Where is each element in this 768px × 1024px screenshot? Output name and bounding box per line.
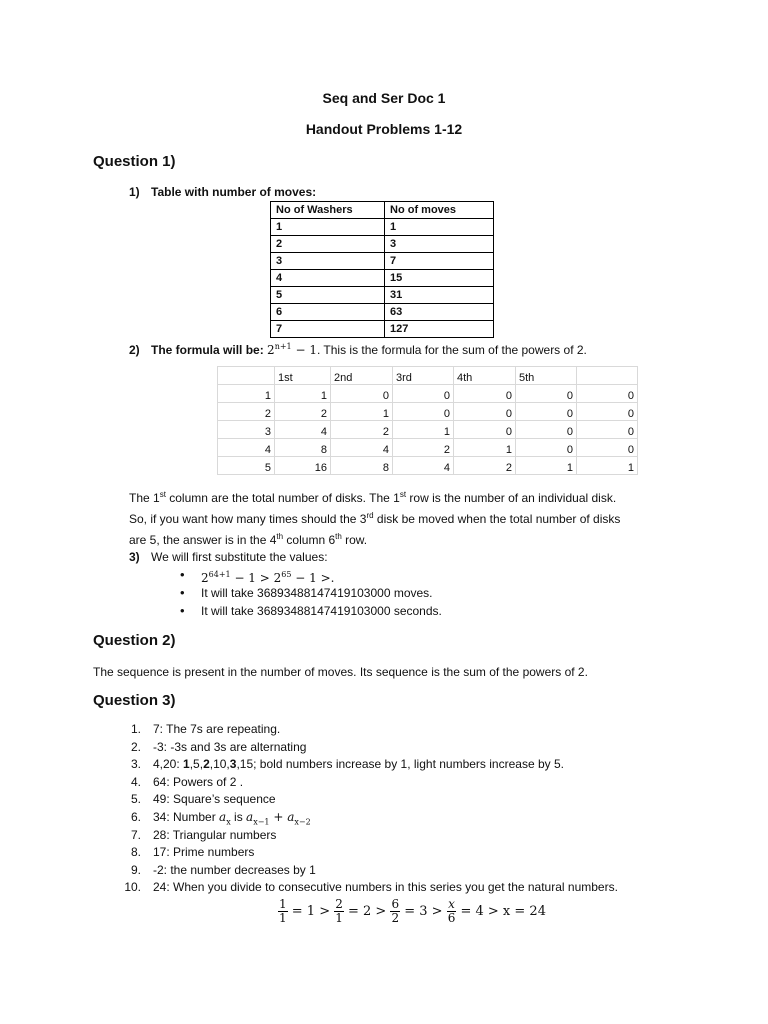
equation-text: = 3 > <box>400 904 447 919</box>
grid-cell: 0 <box>577 421 638 439</box>
grid-row <box>218 403 638 421</box>
grid-header-cell: 1st <box>275 367 331 385</box>
grid-cell: 5 <box>218 457 275 475</box>
grid-cell: 1 <box>577 457 638 475</box>
table-row <box>271 253 494 270</box>
grid-cell: 2 <box>331 421 393 439</box>
text: ,15; bold numbers increase by 1, light numbers increase by 5. <box>236 757 564 772</box>
ordinal: st <box>159 490 166 499</box>
item-text: 17: Prime numbers <box>153 845 255 860</box>
text: 4,20: <box>153 757 184 772</box>
item-number: 8. <box>130 845 141 860</box>
list-item: • It will take 36893488147419103000 moves. <box>178 584 598 602</box>
numerator: 1 <box>279 897 287 911</box>
ordinal: rd <box>366 511 374 520</box>
list-item <box>114 791 714 809</box>
exponent: 65 <box>281 570 292 579</box>
grid-cell: 2 <box>393 439 454 457</box>
text: is <box>230 809 247 824</box>
variable: a <box>287 809 295 824</box>
grid-header-cell <box>577 367 638 385</box>
item-number: 3) <box>129 550 140 564</box>
bold-number: 3 <box>229 757 237 772</box>
equation-text: = 4 > x = 24 <box>456 904 546 919</box>
text: 2 <box>201 571 209 585</box>
grid-cell: 2 <box>218 403 275 421</box>
ordinal: th <box>335 532 342 541</box>
item-number: 2) <box>129 343 140 357</box>
grid-header-cell: 3rd <box>393 367 454 385</box>
exponent: 64+1 <box>208 570 231 579</box>
list-item <box>114 827 714 845</box>
grid-row <box>218 421 638 439</box>
item-text: 49: Square’s sequence <box>153 792 276 807</box>
text: − 1 > 2 <box>230 571 282 585</box>
grid-cell: 2 <box>275 403 331 421</box>
list-item <box>114 862 714 880</box>
table-cell: 63 <box>385 304 494 321</box>
text: row is the number of an individual disk. <box>406 491 617 505</box>
fraction <box>447 898 457 925</box>
grid-cell: 8 <box>331 457 393 475</box>
equation-text: = 2 > <box>343 904 391 919</box>
grid-cell: 0 <box>516 439 577 457</box>
denominator: 6 <box>447 911 456 925</box>
question-2-heading: Question 2) <box>93 632 176 649</box>
table-header-moves: No of moves <box>385 202 494 219</box>
grid-header-row <box>218 367 638 385</box>
grid-cell: 1 <box>331 403 393 421</box>
grid-cell: 4 <box>218 439 275 457</box>
grid-cell: 0 <box>577 439 638 457</box>
item-number: 10. <box>124 880 141 895</box>
fraction <box>390 898 400 925</box>
list-item <box>114 756 714 774</box>
list-item <box>114 809 714 827</box>
grid-cell: 0 <box>516 403 577 421</box>
item-text: 64: Powers of 2 . <box>153 774 244 789</box>
formula-tail: − 1 <box>291 343 317 357</box>
item-label: Table with number of moves: <box>151 185 317 199</box>
explanation-line <box>129 528 689 549</box>
text: ,5, <box>189 757 204 772</box>
variable: a <box>219 809 227 824</box>
grid-row <box>218 457 638 475</box>
item-text: -2: the number decreases by 1 <box>153 862 316 877</box>
item-number: 6. <box>130 809 141 824</box>
table-cell: 2 <box>271 236 385 253</box>
plus-sign: + <box>269 809 288 824</box>
grid-header-cell: 5th <box>516 367 577 385</box>
grid-cell: 0 <box>331 385 393 403</box>
table-cell: 3 <box>385 236 494 253</box>
table-row <box>271 219 494 236</box>
inequality <box>201 571 334 585</box>
grid-row <box>218 439 638 457</box>
grid-cell: 0 <box>393 403 454 421</box>
grid-cell: 1 <box>218 385 275 403</box>
list-item <box>114 774 714 792</box>
q1-explanation <box>129 486 689 549</box>
item-text: 28: Triangular numbers <box>153 827 277 842</box>
table-cell: 7 <box>271 321 385 338</box>
item-number: 2. <box>130 739 141 754</box>
table-header-washers: No of Washers <box>271 202 385 219</box>
grid-cell: 1 <box>454 439 516 457</box>
item-number: 4. <box>130 774 141 789</box>
list-item <box>114 844 714 862</box>
grid-cell: 1 <box>393 421 454 439</box>
grid-header-cell: 2nd <box>331 367 393 385</box>
table-row <box>271 321 494 338</box>
grid-cell: 0 <box>577 403 638 421</box>
q1-item-1 <box>129 183 316 201</box>
ordinal: th <box>276 532 284 541</box>
text: 34: Number <box>153 809 220 824</box>
item-text <box>153 809 311 827</box>
text: The 1 <box>129 491 160 505</box>
equation-text: = 1 > <box>287 904 335 919</box>
table-cell: 7 <box>385 253 494 270</box>
item-number: 7. <box>130 827 141 842</box>
list-item <box>114 721 714 739</box>
document-subtitle: Handout Problems 1-12 <box>305 121 463 137</box>
grid-cell: 16 <box>275 457 331 475</box>
grid-cell: 0 <box>516 385 577 403</box>
grid-cell: 0 <box>516 421 577 439</box>
list-item <box>114 739 714 757</box>
explanation-line <box>129 486 689 507</box>
bold-number: 1 <box>183 757 190 772</box>
text: are 5, the answer is in the 4 <box>129 533 277 547</box>
grid-cell: 4 <box>393 457 454 475</box>
table-cell: 6 <box>271 304 385 321</box>
item-number: 9. <box>130 862 141 877</box>
list-item <box>114 879 714 897</box>
grid-header-cell: 4th <box>454 367 516 385</box>
item-text: 7: The 7s are repeating. <box>153 722 281 736</box>
document-title: Seq and Ser Doc 1 <box>322 90 446 106</box>
text: disk be moved when the total number of disks <box>373 512 621 526</box>
q2-answer: The sequence is present in the number of moves. Its sequence is the sum of the powers of 2. <box>93 665 588 679</box>
q1-item-3 <box>129 548 328 566</box>
numerator: 2 <box>335 897 343 911</box>
grid-cell: 0 <box>454 421 516 439</box>
table-cell: 3 <box>271 253 385 270</box>
table-cell: 1 <box>271 219 385 236</box>
formula-text: . This is the formula for the sum of the powers of 2. <box>316 343 587 357</box>
subscript: x−1 <box>253 817 270 827</box>
item-text <box>153 757 564 771</box>
grid-cell: 4 <box>275 421 331 439</box>
text: So, if you want how many times should the 3 <box>129 512 367 526</box>
table-row <box>271 304 494 321</box>
item-text: 24: When you divide to consecutive numbers in this series you get the natural numbers. <box>153 880 618 895</box>
grid-cell: 0 <box>393 385 454 403</box>
table-row <box>271 236 494 253</box>
question-3-heading: Question 3) <box>93 692 176 709</box>
table-cell: 15 <box>385 270 494 287</box>
formula-lead: The formula will be: <box>151 343 264 357</box>
moves-table <box>270 201 494 338</box>
denominator: 2 <box>391 911 400 925</box>
subscript: x <box>226 817 231 827</box>
table-cell: 5 <box>271 287 385 304</box>
list-item: • It will take 36893488147419103000 seconds. <box>178 602 598 620</box>
grid-cell: 0 <box>454 385 516 403</box>
text: ,10, <box>209 757 230 772</box>
grid-cell: 1 <box>516 457 577 475</box>
table-cell: 31 <box>385 287 494 304</box>
list-item <box>178 566 598 584</box>
fraction <box>334 898 344 925</box>
denominator: 1 <box>335 911 343 925</box>
text: column are the total number of disks. The 1 <box>165 491 400 505</box>
q3-answer-list <box>114 721 714 897</box>
grid-cell: 4 <box>331 439 393 457</box>
q1-item-3-bullets <box>178 566 598 620</box>
denominator: 1 <box>279 911 287 925</box>
table-cell: 1 <box>385 219 494 236</box>
grid-cell: 8 <box>275 439 331 457</box>
table-header-row <box>271 202 494 219</box>
text: row. <box>341 533 368 547</box>
grid-row <box>218 385 638 403</box>
grid-cell: 2 <box>454 457 516 475</box>
q1-item-2 <box>129 338 587 359</box>
table-row <box>271 287 494 304</box>
item-number: 3. <box>130 757 141 772</box>
grid-cell: 1 <box>275 385 331 403</box>
numerator: x <box>448 897 455 911</box>
fraction <box>278 898 288 925</box>
grid-cell: 0 <box>577 385 638 403</box>
fraction-equation <box>278 898 546 925</box>
disk-moves-grid <box>217 366 638 475</box>
numerator: 6 <box>391 897 400 911</box>
table-row <box>271 270 494 287</box>
text: column 6 <box>283 533 336 547</box>
formula <box>267 343 317 357</box>
item-number: 1. <box>130 722 141 736</box>
explanation-line <box>129 507 689 528</box>
item-number: 1) <box>129 185 140 199</box>
grid-header-cell <box>218 367 275 385</box>
ordinal: st <box>399 490 407 499</box>
grid-cell: 3 <box>218 421 275 439</box>
item-number: 5. <box>130 792 141 807</box>
formula-exponent: n+1 <box>274 342 292 351</box>
bold-number: 2 <box>203 757 210 772</box>
table-cell: 127 <box>385 321 494 338</box>
variable: a <box>246 809 254 824</box>
text: − 1 >. <box>291 571 335 585</box>
question-1-heading: Question 1) <box>93 153 176 170</box>
item-text: -3: -3s and 3s are alternating <box>153 739 307 754</box>
subscript: x−2 <box>294 817 311 827</box>
table-cell: 4 <box>271 270 385 287</box>
formula-base: 2 <box>267 343 275 357</box>
grid-cell: 0 <box>454 403 516 421</box>
item-label: We will first substitute the values: <box>151 550 328 564</box>
